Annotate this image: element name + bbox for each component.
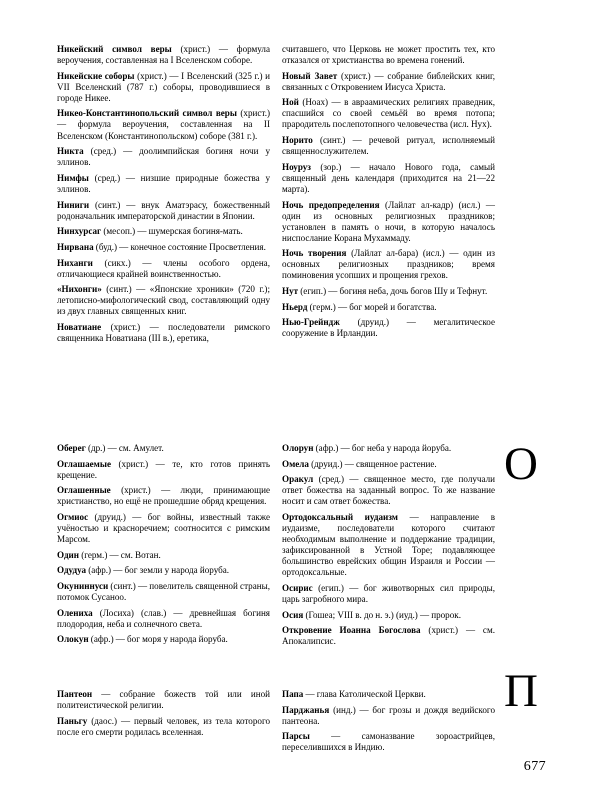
entry-definition: (Ноах) — в авраамических религиях праведник, спасшийся со своей семьёй во время потопа; прародитель послепотопного человечества (исл. Нух). bbox=[282, 97, 495, 130]
entry-definition: (др.) — см. Амулет. bbox=[85, 443, 164, 453]
dictionary-entry bbox=[57, 565, 270, 576]
entry-headword: Оглашаемые bbox=[57, 458, 111, 469]
entry-headword: Новатиане bbox=[57, 321, 102, 332]
dictionary-entry bbox=[57, 108, 270, 141]
dictionary-entry bbox=[282, 162, 495, 195]
dictionary-entry bbox=[282, 443, 495, 454]
page-number: 677 bbox=[523, 759, 546, 774]
entry-definition: (друид.) — мегалитическое сооружение в Ирландии. bbox=[282, 317, 495, 339]
dictionary-entry bbox=[57, 44, 270, 66]
entry-definition: (христ.) — формула вероучения, составленная на I Вселенском соборе. bbox=[57, 44, 271, 66]
dictionary-entry bbox=[57, 689, 270, 711]
entry-headword: Нинхурсаг bbox=[57, 226, 102, 237]
entry-definition: считавшего, что Церковь не может простить тех, кто отказался от христианства во времена гонений. bbox=[282, 44, 495, 66]
entry-definition: (сред.) — доолимпийская богиня ночи у эллинов. bbox=[57, 146, 270, 168]
entry-definition: (сред.) — священное место, где получали ответ божества на заданный вопрос. То же название носит и сам ответ божества. bbox=[282, 474, 495, 507]
entry-definition: — самоназвание зороастрийцев, переселившихся в Индию. bbox=[282, 731, 495, 753]
entry-headword: Пантеон bbox=[57, 689, 93, 699]
entry-definition: (христ.) — те, кто готов принять крещение. bbox=[57, 458, 270, 480]
dictionary-entry bbox=[282, 474, 495, 507]
entry-definition: (синт.) — повелитель священной страны, потомок Сусаноо. bbox=[57, 581, 270, 603]
entry-definition: — собрание божеств той или иной политеистической религии. bbox=[57, 689, 270, 711]
dictionary-entry bbox=[57, 716, 270, 738]
dictionary-entry bbox=[57, 226, 270, 237]
dictionary-entry bbox=[282, 317, 495, 339]
dictionary-entry bbox=[57, 459, 270, 481]
dictionary-entry bbox=[282, 135, 495, 157]
dictionary-entry bbox=[282, 512, 495, 578]
entry-definition: (зор.) — начало Нового года, самый священный день календаря (приходится на 21—22 марта). bbox=[282, 161, 495, 194]
dictionary-entry bbox=[57, 550, 270, 561]
entry-definition: (христ.) — люди, принимающие христианство, но ещё не прошедшие обряд крещения. bbox=[57, 485, 270, 507]
entry-headword: Ночь предопределения bbox=[282, 199, 380, 210]
column-right-o bbox=[282, 443, 495, 647]
entry-headword: Оракул bbox=[282, 474, 314, 485]
entry-definition: (егип.) — бог животворных сил природы, царь загробного мира. bbox=[282, 582, 495, 604]
entry-definition: (друид.) — священное растение. bbox=[308, 458, 437, 469]
dictionary-entry bbox=[57, 608, 270, 630]
entry-headword: Нут bbox=[282, 286, 299, 297]
entry-definition: (христ.) — см. Апокалипсис. bbox=[282, 625, 495, 647]
entry-definition: (Гошеа; VIII в. до н. э.) (иуд.) — пророк. bbox=[303, 609, 461, 620]
entry-definition: (афр.) — бог моря у народа йоруба. bbox=[88, 634, 228, 645]
dictionary-entry bbox=[57, 284, 270, 317]
entry-headword: Омела bbox=[282, 458, 309, 469]
entry-definition: (даос.) — первый человек, из тела которого после его смерти родилась вселенная. bbox=[57, 715, 270, 737]
entry-definition: (Лайлат ал-бара) (исл.) — один из основных религиозных праздников; время поминовения усопших и прощения грехов. bbox=[282, 248, 495, 281]
dictionary-entry bbox=[57, 322, 270, 344]
entry-definition: (егип.) — богиня неба, дочь богов Шу и Тефнут. bbox=[298, 286, 488, 297]
dictionary-entry bbox=[282, 248, 495, 281]
entry-headword: Папа bbox=[282, 689, 304, 699]
dictionary-entry bbox=[57, 173, 270, 195]
section-letter-o: О bbox=[504, 438, 538, 490]
entry-definition: (синт.) — речевой ритуал, исполняемый священнослужителем. bbox=[282, 135, 495, 157]
entry-headword: Осирис bbox=[282, 582, 313, 593]
dictionary-entry bbox=[282, 583, 495, 605]
dictionary-entry bbox=[57, 634, 270, 645]
entry-headword: Ниханги bbox=[57, 257, 93, 268]
entry-headword: Огмиос bbox=[57, 512, 89, 523]
entry-definition: — глава Католической Церкви. bbox=[303, 689, 426, 699]
entry-definition: (сикх.) — члены особого ордена, отличающиеся крайней воинственностью. bbox=[57, 257, 270, 279]
entry-definition: (друид.) — бог войны, известный также учёностью и красноречием; соотносится с римским Марсом. bbox=[57, 512, 270, 545]
dictionary-entry bbox=[282, 286, 495, 297]
entry-definition: (инд.) — бог грозы и дождя ведийского пантеона. bbox=[282, 704, 495, 726]
entry-headword: Никео-Константинопольский символ веры bbox=[57, 108, 237, 119]
entry-definition: (афр.) — бог неба у народа йоруба. bbox=[313, 443, 452, 453]
dictionary-entry bbox=[282, 689, 495, 700]
entry-headword: Нью-Грейндж bbox=[282, 317, 340, 328]
entry-headword: Окуниннуси bbox=[57, 581, 109, 592]
section-block-o bbox=[57, 443, 495, 647]
entry-definition: (христ.) — I Вселенский (325 г.) и VII Вселенский (787 г.) соборы, проводившиеся в городе Никее. bbox=[57, 70, 271, 103]
entry-definition: (христ.) — собрание библейских книг, связанных с Откровением Иисуса Христа. bbox=[282, 70, 495, 92]
entry-headword: Оберег bbox=[57, 443, 86, 453]
entry-headword: Олорун bbox=[282, 443, 314, 453]
dictionary-entry bbox=[57, 146, 270, 168]
entry-definition: (Лайлат ал-кадр) (исл.) — один из основных религиозных праздников; установлен в память о ночи, в которую началось ниспослание Корана Мухаммаду. bbox=[282, 199, 495, 243]
entry-headword: Ортодоксальный иудаизм bbox=[282, 512, 399, 523]
entry-headword: Ноуруз bbox=[282, 161, 311, 172]
entry-headword: Олениха bbox=[57, 607, 93, 618]
entry-headword: Никейский символ веры bbox=[57, 44, 172, 54]
entry-headword: Ниниги bbox=[57, 199, 90, 210]
dictionary-entry bbox=[57, 485, 270, 507]
dictionary-entry bbox=[282, 705, 495, 727]
entry-definition: (герм.) — бог морей и богатства. bbox=[307, 301, 437, 312]
section-block-n bbox=[57, 44, 495, 344]
entry-headword: Ной bbox=[282, 97, 299, 108]
dictionary-entry bbox=[57, 71, 270, 104]
entry-definition: (христ.) — последователи римского священника Новатиана (III в.), еретика, bbox=[57, 321, 270, 343]
section-block-p bbox=[57, 689, 495, 753]
entry-definition: (афр.) — бог земли у народа йоруба. bbox=[86, 565, 230, 576]
entry-headword: Оглашенные bbox=[57, 485, 111, 496]
entry-definition: (синт.) — «Японские хроники» (720 г.); летописно-мифологический свод, составляющий одну из двух главных священных книг. bbox=[57, 284, 270, 317]
entry-headword: Новый Завет bbox=[282, 70, 338, 81]
dictionary-entry bbox=[57, 512, 270, 545]
column-left-o bbox=[57, 443, 270, 647]
entry-definition: (буд.) — конечное состояние Просветления. bbox=[93, 241, 266, 252]
entry-headword: Откровение Иоанна Богослова bbox=[282, 625, 421, 636]
section-letter-p: П bbox=[504, 665, 538, 717]
dictionary-entry bbox=[57, 258, 270, 280]
entry-definition: (христ.) — формула вероучения, составленная на II Вселенском (Константинопольском) соборе (381 г.). bbox=[57, 108, 270, 141]
entry-definition: (герм.) — см. Вотан. bbox=[79, 549, 161, 560]
entry-headword: Нимфы bbox=[57, 172, 89, 183]
entry-headword: Парсы bbox=[282, 731, 310, 742]
dictionary-entry bbox=[282, 610, 495, 621]
dictionary-entry bbox=[282, 625, 495, 647]
dictionary-entry bbox=[282, 71, 495, 93]
entry-headword: Олокун bbox=[57, 634, 89, 645]
entry-headword: Ночь творения bbox=[282, 248, 347, 259]
entry-headword: «Нихонги» bbox=[57, 284, 102, 295]
entry-headword: Ньерд bbox=[282, 301, 308, 312]
column-left-p bbox=[57, 689, 270, 753]
entry-headword: Паньгу bbox=[57, 715, 88, 726]
dictionary-entry bbox=[57, 242, 270, 253]
entry-definition: (месоп.) — шумерская богиня-мать. bbox=[101, 226, 243, 237]
dictionary-entry bbox=[282, 731, 495, 753]
entry-headword: Нирвана bbox=[57, 241, 94, 252]
dictionary-entry-continuation bbox=[282, 44, 495, 66]
entry-headword: Одудуа bbox=[57, 565, 87, 576]
column-left-n bbox=[57, 44, 270, 344]
dictionary-entry bbox=[282, 97, 495, 130]
entry-headword: Никейские соборы bbox=[57, 70, 135, 81]
entry-headword: Никта bbox=[57, 146, 84, 157]
entry-headword: Норито bbox=[282, 135, 313, 146]
column-right-p bbox=[282, 689, 495, 753]
entry-definition: (сред.) — низшие природные божества у эллинов. bbox=[57, 172, 270, 194]
entry-definition: — направление в иудаизме, последователи которого считают необходимым выполнение и поддержание традиции, зафиксированной в Устной Торе; подавляющее большинство еврейских общин Израиля и России — ортодоксальные. bbox=[282, 512, 495, 578]
entry-headword: Один bbox=[57, 549, 80, 560]
column-right-n bbox=[282, 44, 495, 344]
dictionary-entry bbox=[57, 200, 270, 222]
entry-definition: (синт.) — внук Аматэрасу, божественный родоначальник императорской династии в Японии. bbox=[57, 199, 270, 221]
dictionary-entry bbox=[282, 200, 495, 244]
dictionary-entry bbox=[57, 443, 270, 454]
entry-definition: (Лосиха) (слав.) — древнейшая богиня плодородия, неба и солнечного света. bbox=[57, 607, 270, 629]
dictionary-entry bbox=[282, 302, 495, 313]
entry-headword: Парджанья bbox=[282, 704, 330, 715]
entry-headword: Осия bbox=[282, 609, 304, 620]
dictionary-entry bbox=[57, 581, 270, 603]
dictionary-entry bbox=[282, 459, 495, 470]
